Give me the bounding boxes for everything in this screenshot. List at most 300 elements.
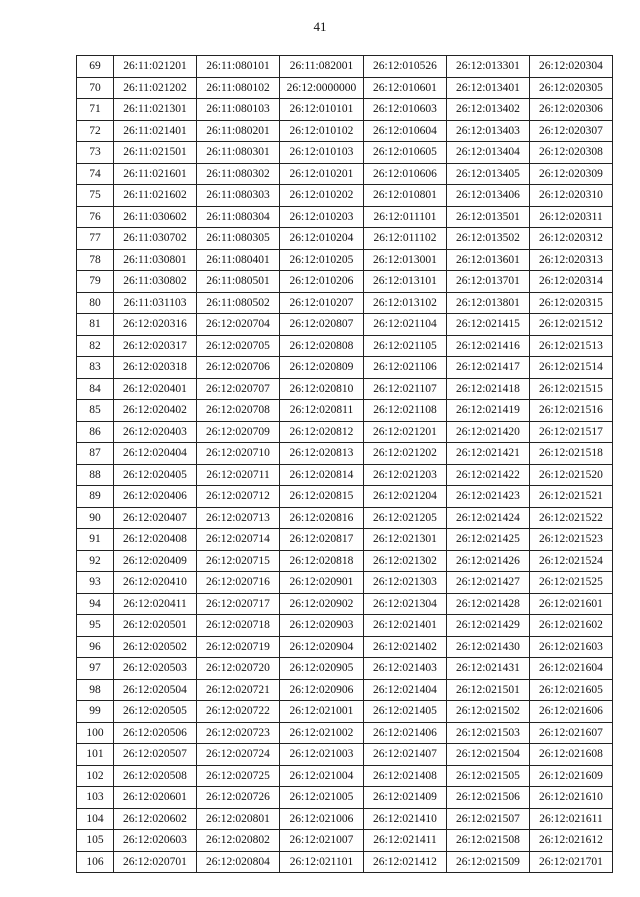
table-row — [77, 808, 613, 830]
cadastral-code-cell: 26:12:021402 — [364, 636, 447, 658]
cadastral-code-cell: 26:12:013502 — [447, 228, 530, 250]
cadastral-code-cell: 26:12:021302 — [364, 550, 447, 572]
cadastral-code-cell: 26:12:020406 — [114, 486, 197, 508]
row-number-cell: 105 — [77, 830, 114, 852]
table-row — [77, 271, 613, 293]
cadastral-code-cell: 26:12:021416 — [447, 335, 530, 357]
cadastral-code-cell: 26:12:020904 — [280, 636, 364, 658]
cadastral-code-cell: 26:12:021610 — [530, 787, 613, 809]
table-row — [77, 357, 613, 379]
cadastral-code-cell: 26:12:013404 — [447, 142, 530, 164]
cadastral-code-cell: 26:12:021606 — [530, 701, 613, 723]
cadastral-code-cell: 26:12:020906 — [280, 679, 364, 701]
cadastral-code-cell: 26:12:021515 — [530, 378, 613, 400]
cadastral-code-cell: 26:11:021602 — [114, 185, 197, 207]
cadastral-code-cell: 26:12:021506 — [447, 787, 530, 809]
cadastral-code-cell: 26:12:021701 — [530, 851, 613, 873]
cadastral-code-cell: 26:12:021431 — [447, 658, 530, 680]
table-row — [77, 787, 613, 809]
cadastral-code-cell: 26:12:020711 — [197, 464, 280, 486]
table-row — [77, 507, 613, 529]
cadastral-code-cell: 26:12:020317 — [114, 335, 197, 357]
cadastral-code-cell: 26:12:020306 — [530, 99, 613, 121]
cadastral-code-cell: 26:12:013401 — [447, 77, 530, 99]
cadastral-code-cell: 26:12:021107 — [364, 378, 447, 400]
cadastral-code-cell: 26:11:080305 — [197, 228, 280, 250]
cadastral-code-cell: 26:12:021505 — [447, 765, 530, 787]
cadastral-code-cell: 26:11:021301 — [114, 99, 197, 121]
cadastral-code-cell: 26:12:021509 — [447, 851, 530, 873]
cadastral-code-cell: 26:12:020304 — [530, 56, 613, 78]
table-row — [77, 335, 613, 357]
cadastral-code-cell: 26:12:021104 — [364, 314, 447, 336]
cadastral-code-cell: 26:12:013001 — [364, 249, 447, 271]
table-row — [77, 378, 613, 400]
row-number-cell: 76 — [77, 206, 114, 228]
cadastral-code-cell: 26:12:021006 — [280, 808, 364, 830]
cadastral-code-cell: 26:12:021612 — [530, 830, 613, 852]
cadastral-code-cell: 26:12:013102 — [364, 292, 447, 314]
cadastral-code-cell: 26:12:021605 — [530, 679, 613, 701]
cadastral-code-cell: 26:12:020315 — [530, 292, 613, 314]
page-number: 41 — [313, 19, 327, 34]
cadastral-code-cell: 26:11:080304 — [197, 206, 280, 228]
cadastral-code-cell: 26:12:020717 — [197, 593, 280, 615]
cadastral-code-cell: 26:12:021105 — [364, 335, 447, 357]
cadastral-code-cell: 26:12:021108 — [364, 400, 447, 422]
table-row — [77, 486, 613, 508]
cadastral-code-cell: 26:12:021412 — [364, 851, 447, 873]
cadastral-code-cell: 26:12:021512 — [530, 314, 613, 336]
cadastral-code-cell: 26:11:030802 — [114, 271, 197, 293]
cadastral-code-cell: 26:12:010102 — [280, 120, 364, 142]
cadastral-code-cell: 26:12:020802 — [197, 830, 280, 852]
cadastral-code-cell: 26:12:020718 — [197, 615, 280, 637]
cadastral-code-cell: 26:12:020722 — [197, 701, 280, 723]
cadastral-code-cell: 26:12:020502 — [114, 636, 197, 658]
cadastral-code-cell: 26:12:021601 — [530, 593, 613, 615]
cadastral-code-cell: 26:11:080401 — [197, 249, 280, 271]
cadastral-code-cell: 26:12:013701 — [447, 271, 530, 293]
cadastral-code-cell: 26:12:021507 — [447, 808, 530, 830]
cadastral-code-cell: 26:12:020603 — [114, 830, 197, 852]
cadastral-code-cell: 26:12:021409 — [364, 787, 447, 809]
row-number-cell: 98 — [77, 679, 114, 701]
cadastral-code-cell: 26:12:010103 — [280, 142, 364, 164]
cadastral-code-cell: 26:12:010606 — [364, 163, 447, 185]
cadastral-code-cell: 26:12:020723 — [197, 722, 280, 744]
cadastral-code-cell: 26:12:021502 — [447, 701, 530, 723]
cadastral-code-cell: 26:12:021421 — [447, 443, 530, 465]
table-row — [77, 722, 613, 744]
cadastral-code-cell: 26:12:021504 — [447, 744, 530, 766]
cadastral-code-cell: 26:12:020701 — [114, 851, 197, 873]
cadastral-code-cell: 26:12:020812 — [280, 421, 364, 443]
cadastral-code-cell: 26:12:020310 — [530, 185, 613, 207]
cadastral-code-cell: 26:12:020709 — [197, 421, 280, 443]
cadastral-code-cell: 26:12:020402 — [114, 400, 197, 422]
cadastral-code-cell: 26:12:020505 — [114, 701, 197, 723]
cadastral-code-cell: 26:12:021007 — [280, 830, 364, 852]
cadastral-code-cell: 26:11:030801 — [114, 249, 197, 271]
cadastral-code-cell: 26:12:021303 — [364, 572, 447, 594]
row-number-cell: 88 — [77, 464, 114, 486]
cadastral-code-cell: 26:12:013501 — [447, 206, 530, 228]
cadastral-code-cell: 26:12:020902 — [280, 593, 364, 615]
cadastral-code-cell: 26:12:021404 — [364, 679, 447, 701]
cadastral-code-cell: 26:11:021202 — [114, 77, 197, 99]
cadastral-code-cell: 26:12:020602 — [114, 808, 197, 830]
table-row — [77, 228, 613, 250]
cadastral-code-cell: 26:12:010801 — [364, 185, 447, 207]
cadastral-code-cell: 26:12:021418 — [447, 378, 530, 400]
cadastral-code-cell: 26:12:020704 — [197, 314, 280, 336]
cadastral-code-cell: 26:12:020503 — [114, 658, 197, 680]
cadastral-code-cell: 26:11:030702 — [114, 228, 197, 250]
cadastral-code-cell: 26:12:020808 — [280, 335, 364, 357]
table-row — [77, 400, 613, 422]
table-row — [77, 593, 613, 615]
cadastral-code-cell: 26:12:021301 — [364, 529, 447, 551]
cadastral-code-cell: 26:11:031103 — [114, 292, 197, 314]
table-row — [77, 249, 613, 271]
table-row — [77, 744, 613, 766]
row-number-cell: 70 — [77, 77, 114, 99]
cadastral-code-cell: 26:12:020713 — [197, 507, 280, 529]
cadastral-code-cell: 26:12:013406 — [447, 185, 530, 207]
cadastral-code-cell: 26:12:021203 — [364, 464, 447, 486]
cadastral-code-cell: 26:12:010202 — [280, 185, 364, 207]
cadastral-code-cell: 26:12:020504 — [114, 679, 197, 701]
table-row — [77, 529, 613, 551]
cadastral-code-cell: 26:12:020705 — [197, 335, 280, 357]
cadastral-code-cell: 26:12:020401 — [114, 378, 197, 400]
cadastral-code-cell: 26:12:021602 — [530, 615, 613, 637]
row-number-cell: 78 — [77, 249, 114, 271]
cadastral-code-cell: 26:12:020309 — [530, 163, 613, 185]
row-number-cell: 77 — [77, 228, 114, 250]
table-row — [77, 679, 613, 701]
cadastral-code-cell: 26:12:021202 — [364, 443, 447, 465]
cadastral-code-cell: 26:12:020725 — [197, 765, 280, 787]
cadastral-code-cell: 26:12:020411 — [114, 593, 197, 615]
cadastral-code-cell: 26:11:080302 — [197, 163, 280, 185]
cadastral-code-cell: 26:12:021101 — [280, 851, 364, 873]
cadastral-code-cell: 26:12:013405 — [447, 163, 530, 185]
cadastral-code-cell: 26:12:021423 — [447, 486, 530, 508]
cadastral-code-cell: 26:12:021520 — [530, 464, 613, 486]
cadastral-code-cell: 26:12:020313 — [530, 249, 613, 271]
cadastral-code-cell: 26:11:080103 — [197, 99, 280, 121]
cadastral-code-cell: 26:12:021422 — [447, 464, 530, 486]
cadastral-code-cell: 26:12:020804 — [197, 851, 280, 873]
cadastral-code-cell: 26:12:021304 — [364, 593, 447, 615]
table-row — [77, 851, 613, 873]
cadastral-code-cell: 26:12:020312 — [530, 228, 613, 250]
cadastral-code-cell: 26:12:020318 — [114, 357, 197, 379]
table-row — [77, 443, 613, 465]
cadastral-code-cell: 26:12:021514 — [530, 357, 613, 379]
table-row — [77, 765, 613, 787]
table-row — [77, 464, 613, 486]
cadastral-code-cell: 26:12:020715 — [197, 550, 280, 572]
row-number-cell: 89 — [77, 486, 114, 508]
cadastral-code-cell: 26:12:021419 — [447, 400, 530, 422]
cadastral-code-cell: 26:12:020404 — [114, 443, 197, 465]
cadastral-code-cell: 26:12:021501 — [447, 679, 530, 701]
cadastral-code-cell: 26:12:021611 — [530, 808, 613, 830]
cadastral-code-cell: 26:12:021405 — [364, 701, 447, 723]
cadastral-block-table — [76, 55, 613, 873]
cadastral-code-cell: 26:12:020716 — [197, 572, 280, 594]
cadastral-code-cell: 26:12:011102 — [364, 228, 447, 250]
table-row — [77, 142, 613, 164]
cadastral-code-cell: 26:12:020903 — [280, 615, 364, 637]
cadastral-code-cell: 26:12:020710 — [197, 443, 280, 465]
row-number-cell: 75 — [77, 185, 114, 207]
cadastral-code-cell: 26:11:080502 — [197, 292, 280, 314]
row-number-cell: 106 — [77, 851, 114, 873]
cadastral-code-cell: 26:12:020719 — [197, 636, 280, 658]
row-number-cell: 91 — [77, 529, 114, 551]
cadastral-code-cell: 26:12:020724 — [197, 744, 280, 766]
row-number-cell: 83 — [77, 357, 114, 379]
row-number-cell: 101 — [77, 744, 114, 766]
cadastral-code-cell: 26:12:020410 — [114, 572, 197, 594]
row-number-cell: 103 — [77, 787, 114, 809]
cadastral-code-cell: 26:12:021411 — [364, 830, 447, 852]
cadastral-code-cell: 26:12:021607 — [530, 722, 613, 744]
cadastral-code-cell: 26:11:080102 — [197, 77, 280, 99]
cadastral-code-cell: 26:12:020708 — [197, 400, 280, 422]
cadastral-code-cell: 26:12:013101 — [364, 271, 447, 293]
table-row — [77, 77, 613, 99]
row-number-cell: 79 — [77, 271, 114, 293]
cadastral-code-cell: 26:12:020807 — [280, 314, 364, 336]
cadastral-code-cell: 26:12:021517 — [530, 421, 613, 443]
cadastral-code-cell: 26:12:010206 — [280, 271, 364, 293]
cadastral-code-cell: 26:12:020905 — [280, 658, 364, 680]
cadastral-code-cell: 26:12:020714 — [197, 529, 280, 551]
cadastral-code-cell: 26:12:010204 — [280, 228, 364, 250]
row-number-cell: 69 — [77, 56, 114, 78]
cadastral-code-cell: 26:12:021106 — [364, 357, 447, 379]
cadastral-code-cell: 26:12:021603 — [530, 636, 613, 658]
row-number-cell: 104 — [77, 808, 114, 830]
cadastral-code-cell: 26:12:020811 — [280, 400, 364, 422]
cadastral-code-cell: 26:12:021417 — [447, 357, 530, 379]
cadastral-code-cell: 26:12:021523 — [530, 529, 613, 551]
cadastral-code-cell: 26:12:021518 — [530, 443, 613, 465]
cadastral-code-cell: 26:11:030602 — [114, 206, 197, 228]
cadastral-code-cell: 26:12:021608 — [530, 744, 613, 766]
cadastral-code-cell: 26:11:080101 — [197, 56, 280, 78]
cadastral-code-cell: 26:12:020314 — [530, 271, 613, 293]
cadastral-code-cell: 26:12:021428 — [447, 593, 530, 615]
cadastral-code-cell: 26:12:021406 — [364, 722, 447, 744]
cadastral-code-cell: 26:12:010201 — [280, 163, 364, 185]
cadastral-code-cell: 26:12:010205 — [280, 249, 364, 271]
cadastral-code-cell: 26:12:020814 — [280, 464, 364, 486]
cadastral-code-cell: 26:12:021516 — [530, 400, 613, 422]
cadastral-code-cell: 26:12:010101 — [280, 99, 364, 121]
row-number-cell: 96 — [77, 636, 114, 658]
cadastral-code-cell: 26:12:020308 — [530, 142, 613, 164]
cadastral-code-cell: 26:12:020712 — [197, 486, 280, 508]
cadastral-code-cell: 26:12:020801 — [197, 808, 280, 830]
cadastral-code-cell: 26:12:021604 — [530, 658, 613, 680]
cadastral-code-cell: 26:12:020311 — [530, 206, 613, 228]
row-number-cell: 94 — [77, 593, 114, 615]
cadastral-code-cell: 26:12:010605 — [364, 142, 447, 164]
cadastral-code-cell: 26:12:021427 — [447, 572, 530, 594]
cadastral-code-cell: 26:12:021004 — [280, 765, 364, 787]
cadastral-code-cell: 26:12:020508 — [114, 765, 197, 787]
cadastral-code-cell: 26:12:010603 — [364, 99, 447, 121]
row-number-cell: 80 — [77, 292, 114, 314]
cadastral-code-cell: 26:12:021003 — [280, 744, 364, 766]
cadastral-code-cell: 26:12:010207 — [280, 292, 364, 314]
cadastral-code-cell: 26:12:020817 — [280, 529, 364, 551]
cadastral-code-cell: 26:12:020809 — [280, 357, 364, 379]
cadastral-code-cell: 26:12:021524 — [530, 550, 613, 572]
cadastral-code-cell: 26:12:020409 — [114, 550, 197, 572]
cadastral-code-cell: 26:12:021408 — [364, 765, 447, 787]
cadastral-code-cell: 26:12:021609 — [530, 765, 613, 787]
cadastral-code-cell: 26:12:020707 — [197, 378, 280, 400]
cadastral-code-cell: 26:12:013403 — [447, 120, 530, 142]
row-number-cell: 99 — [77, 701, 114, 723]
table-row — [77, 56, 613, 78]
cadastral-code-cell: 26:12:020405 — [114, 464, 197, 486]
table-row — [77, 830, 613, 852]
table-row — [77, 120, 613, 142]
cadastral-code-cell: 26:12:013601 — [447, 249, 530, 271]
cadastral-code-cell: 26:12:020305 — [530, 77, 613, 99]
cadastral-code-cell: 26:12:021005 — [280, 787, 364, 809]
cadastral-code-cell: 26:12:020408 — [114, 529, 197, 551]
cadastral-code-cell: 26:12:021525 — [530, 572, 613, 594]
cadastral-code-cell: 26:12:010604 — [364, 120, 447, 142]
cadastral-code-cell: 26:12:020720 — [197, 658, 280, 680]
cadastral-code-cell: 26:12:020815 — [280, 486, 364, 508]
cadastral-code-cell: 26:12:020706 — [197, 357, 280, 379]
row-number-cell: 100 — [77, 722, 114, 744]
table-row — [77, 185, 613, 207]
table-row — [77, 550, 613, 572]
cadastral-code-cell: 26:11:021601 — [114, 163, 197, 185]
table-row — [77, 163, 613, 185]
cadastral-code-cell: 26:12:021420 — [447, 421, 530, 443]
cadastral-code-cell: 26:12:021205 — [364, 507, 447, 529]
row-number-cell: 86 — [77, 421, 114, 443]
cadastral-code-cell: 26:12:021001 — [280, 701, 364, 723]
cadastral-code-cell: 26:12:021410 — [364, 808, 447, 830]
row-number-cell: 87 — [77, 443, 114, 465]
cadastral-code-cell: 26:12:020506 — [114, 722, 197, 744]
cadastral-code-cell: 26:12:021415 — [447, 314, 530, 336]
cadastral-code-cell: 26:12:021522 — [530, 507, 613, 529]
cadastral-code-cell: 26:12:020813 — [280, 443, 364, 465]
cadastral-code-cell: 26:12:021424 — [447, 507, 530, 529]
cadastral-code-cell: 26:12:020403 — [114, 421, 197, 443]
cadastral-code-cell: 26:12:020407 — [114, 507, 197, 529]
cadastral-code-cell: 26:12:021508 — [447, 830, 530, 852]
row-number-cell: 102 — [77, 765, 114, 787]
cadastral-code-cell: 26:12:021503 — [447, 722, 530, 744]
table-row — [77, 636, 613, 658]
cadastral-code-cell: 26:12:021002 — [280, 722, 364, 744]
table-row — [77, 701, 613, 723]
row-number-cell: 85 — [77, 400, 114, 422]
cadastral-code-cell: 26:12:010601 — [364, 77, 447, 99]
cadastral-code-cell: 26:12:021201 — [364, 421, 447, 443]
cadastral-code-cell: 26:12:020818 — [280, 550, 364, 572]
cadastral-code-cell: 26:12:021401 — [364, 615, 447, 637]
cadastral-code-cell: 26:12:020901 — [280, 572, 364, 594]
cadastral-code-cell: 26:12:013301 — [447, 56, 530, 78]
table-body — [77, 56, 613, 873]
row-number-cell: 82 — [77, 335, 114, 357]
cadastral-code-cell: 26:11:080303 — [197, 185, 280, 207]
table-row — [77, 572, 613, 594]
cadastral-code-cell: 26:12:021204 — [364, 486, 447, 508]
table-row — [77, 314, 613, 336]
table-row — [77, 99, 613, 121]
row-number-cell: 81 — [77, 314, 114, 336]
cadastral-code-cell: 26:12:020726 — [197, 787, 280, 809]
cadastral-code-cell: 26:11:021401 — [114, 120, 197, 142]
cadastral-code-cell: 26:12:010526 — [364, 56, 447, 78]
cadastral-code-cell: 26:12:020810 — [280, 378, 364, 400]
row-number-cell: 95 — [77, 615, 114, 637]
cadastral-code-cell: 26:12:021429 — [447, 615, 530, 637]
row-number-cell: 92 — [77, 550, 114, 572]
row-number-cell: 74 — [77, 163, 114, 185]
cadastral-code-cell: 26:11:021501 — [114, 142, 197, 164]
cadastral-code-cell: 26:12:020501 — [114, 615, 197, 637]
cadastral-code-cell: 26:12:020721 — [197, 679, 280, 701]
table-row — [77, 292, 613, 314]
row-number-cell: 72 — [77, 120, 114, 142]
cadastral-code-cell: 26:12:021513 — [530, 335, 613, 357]
row-number-cell: 84 — [77, 378, 114, 400]
cadastral-code-cell: 26:12:021521 — [530, 486, 613, 508]
cadastral-code-cell: 26:12:020816 — [280, 507, 364, 529]
cadastral-code-cell: 26:11:082001 — [280, 56, 364, 78]
row-number-cell: 93 — [77, 572, 114, 594]
cadastral-code-cell: 26:12:021407 — [364, 744, 447, 766]
cadastral-code-cell: 26:12:0000000 — [280, 77, 364, 99]
cadastral-code-cell: 26:12:021426 — [447, 550, 530, 572]
row-number-cell: 71 — [77, 99, 114, 121]
cadastral-code-cell: 26:12:020507 — [114, 744, 197, 766]
cadastral-code-cell: 26:12:011101 — [364, 206, 447, 228]
cadastral-code-cell: 26:12:013801 — [447, 292, 530, 314]
table-row — [77, 658, 613, 680]
cadastral-code-cell: 26:11:080501 — [197, 271, 280, 293]
table-row — [77, 615, 613, 637]
cadastral-code-cell: 26:12:020307 — [530, 120, 613, 142]
cadastral-code-cell: 26:12:021430 — [447, 636, 530, 658]
table-row — [77, 206, 613, 228]
row-number-cell: 90 — [77, 507, 114, 529]
cadastral-code-cell: 26:12:020601 — [114, 787, 197, 809]
row-number-cell: 73 — [77, 142, 114, 164]
cadastral-code-cell: 26:11:080201 — [197, 120, 280, 142]
cadastral-code-cell: 26:12:010203 — [280, 206, 364, 228]
row-number-cell: 97 — [77, 658, 114, 680]
